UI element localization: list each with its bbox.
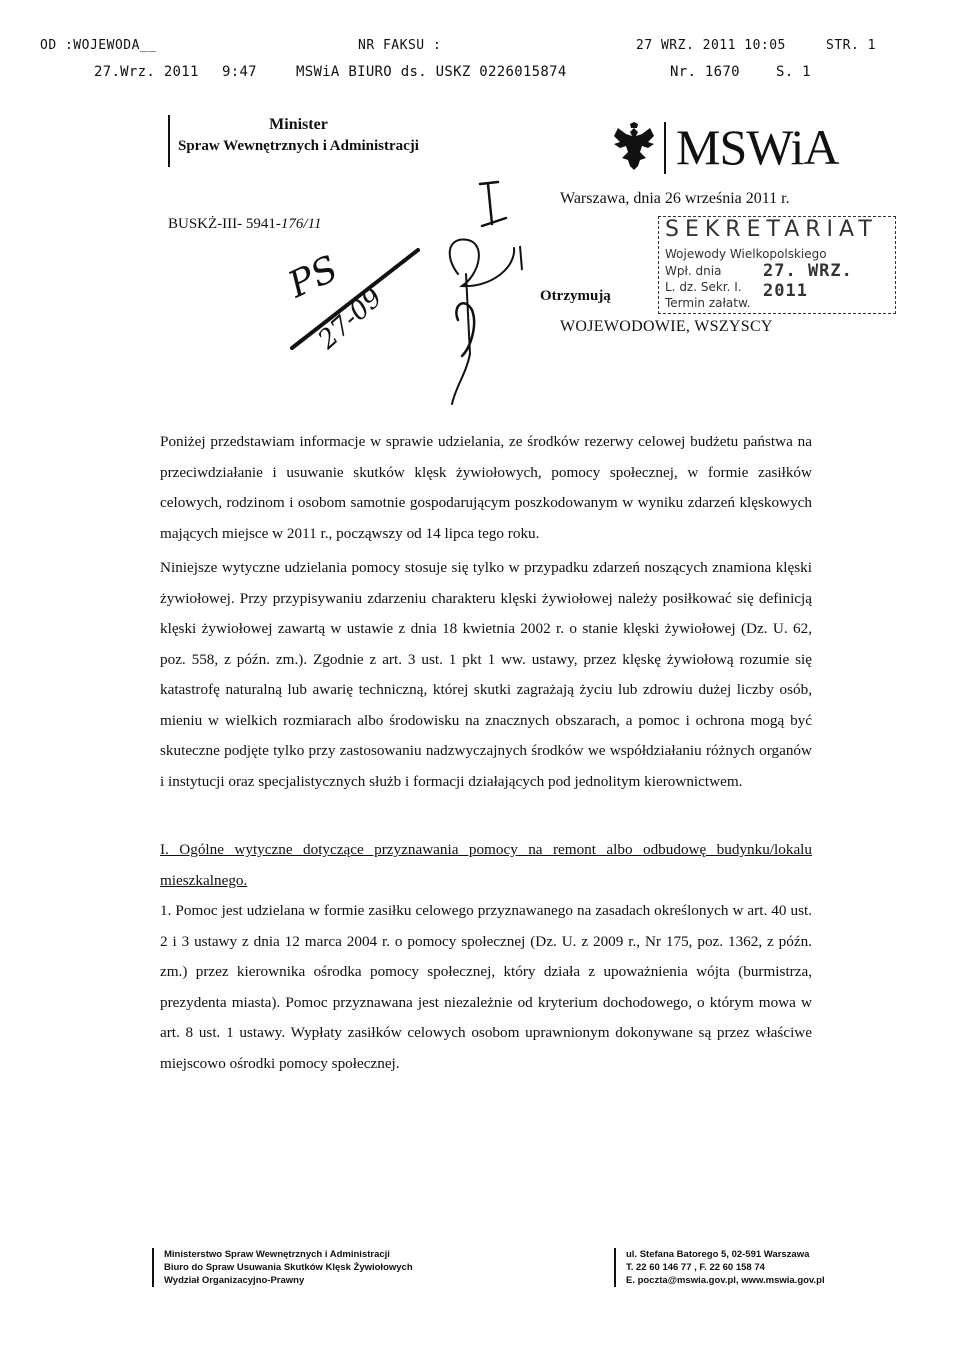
footer-phone: T. 22 60 146 77 , F. 22 60 158 74 [626, 1262, 765, 1273]
stamp-line-reg: L. dz. Sekr. I. [665, 280, 742, 294]
handwritten-annotations [230, 178, 550, 418]
fax-header-top [40, 38, 920, 56]
section-heading: I. Ogólne wytyczne dotyczące przyznawania pomocy na remont albo odbudowę budynku/lokalu mieszkalnego. [160, 841, 812, 889]
footer-bureau: Biuro do Spraw Usuwania Skutków Klęsk Żywiołowych [164, 1262, 413, 1273]
sekretariat-stamp [658, 216, 896, 314]
fax2-page: S. 1 [776, 64, 811, 80]
recipients: WOJEWODOWIE, WSZYSCY [560, 318, 773, 335]
stamp-title: SEKRETARIAT [665, 217, 878, 242]
footer-organization [152, 1248, 413, 1287]
stamp-line-voivode: Wojewody Wielkopolskiego [665, 247, 827, 261]
footer-address: ul. Stefana Batorego 5, 02-591 Warszawa [626, 1249, 810, 1260]
footer-ministry: Ministerstwo Spraw Wewnętrznych i Administracji [164, 1249, 390, 1260]
paragraph-point-1: 1. Pomoc jest udzielana w formie zasiłku celowego przyznawanego na zasadach określonych w art. 40 ust. 2 i 3 ustawy z dnia 12 marca 2004 r. o pomocy społecznej (Dz. U. z 2009 r., Nr 175, poz. 1362, z późn. zm.) przez kierownika ośrodka pomocy społecznej, który działa z upoważnienia wójta (burmistrza, prezydenta miasta). Pomoc przyznawana jest niezależnie od kryterium dochodowego, o którym mowa w art. 8 ust. 1 ustawy. Wypłaty zasiłków celowych osobom uprawnionym dokonywane są przez właściwe miejscowo ośrodki pomocy społecznej. [160, 902, 812, 1072]
fax-page: STR. 1 [826, 38, 876, 53]
fax2-date: 27.Wrz. 2011 [94, 64, 199, 80]
letterhead-minister [168, 115, 419, 167]
reference-handwritten: 176/11 [280, 216, 322, 232]
fax2-number: Nr. 1670 [670, 64, 740, 80]
letterhead-title: Minister [269, 116, 328, 133]
fax2-sender: MSWiA BIURO ds. USKZ 0226015874 [296, 64, 567, 80]
stamp-received-date: 27. WRZ. 2011 [763, 261, 853, 301]
footer-email-web: E. poczta@mswia.gov.pl, www.mswia.gov.pl [626, 1275, 825, 1286]
paragraph-definition: Niniejsze wytyczne udzielania pomocy stosuje się tylko w przypadku zdarzeń noszących znamiona klęski żywiołowej. Przy przypisywaniu zdarzeniu charakteru klęski żywiołowej należy posiłkować się definicją klęski żywiołowej zawartą w ustawie z dnia 18 kwietnia 2002 r. o stanie klęski żywiołowej (Dz. U. 62, poz. 558, z późn. zm.). Zgodnie z art. 3 ust. 1 pkt 1 ww. ustawy, przez klęskę żywiołową rozumie się katastrofę naturalną lub awarię techniczną, której skutki zagrażają życiu lub zdrowiu dużej liczby osób, mieniu w wielkich rozmiarach albo środowisku na znacznych obszarach, a pomoc i ochrona mogą być skuteczne podjęte tylko przy zastosowaniu nadzwyczajnych środków we współdziałaniu różnych organów i instytucji oraz specjalistycznych służb i formacji działających pod jednolitym kierownictwem. [160, 559, 812, 790]
footer-department: Wydział Organizacyjno-Prawny [164, 1275, 305, 1286]
letterhead-ministry: Spraw Wewnętrznych i Administracji [178, 138, 419, 154]
letter-date: Warszawa, dnia 26 września 2011 r. [560, 190, 790, 207]
polish-eagle-icon [610, 122, 658, 174]
fax2-time: 9:47 [222, 64, 257, 80]
fax-from: OD :WOJEWODA__ [40, 38, 157, 53]
fax-number-label: NR FAKSU : [358, 38, 442, 53]
paragraph-intro: Poniżej przedstawiam informacje w sprawie udzielania, ze środków rezerwy celowej budżetu państwa na przeciwdziałanie i usuwanie skutków klęsk żywiołowych, pomocy społecznej, w formie zasiłków celowych, rodzinom i osobom samotnie gospodarującym poszkodowanym w wyniku zdarzeń klęskowych mających miejsce w 2011 r., począwszy od 14 lipca tego roku. [160, 433, 812, 542]
stamp-line-received: Wpł. dnia [665, 264, 722, 278]
handwritten-ps: PS [282, 248, 345, 307]
fax-datetime: 27 WRZ. 2011 10:05 [636, 38, 786, 53]
handwritten-date: 27-09 [312, 282, 389, 356]
fax-header-second [40, 64, 920, 86]
stamp-line-deadline: Termin załatw. [665, 296, 751, 310]
letter-body [160, 427, 812, 1079]
mswia-logo [604, 118, 864, 178]
reference-printed: BUSKŻ-III- 5941- [168, 216, 281, 232]
logo-divider [664, 122, 666, 174]
footer-contact [614, 1248, 825, 1287]
logo-text: MSWiA [676, 119, 839, 175]
recipients-label: Otrzymują [540, 288, 611, 304]
